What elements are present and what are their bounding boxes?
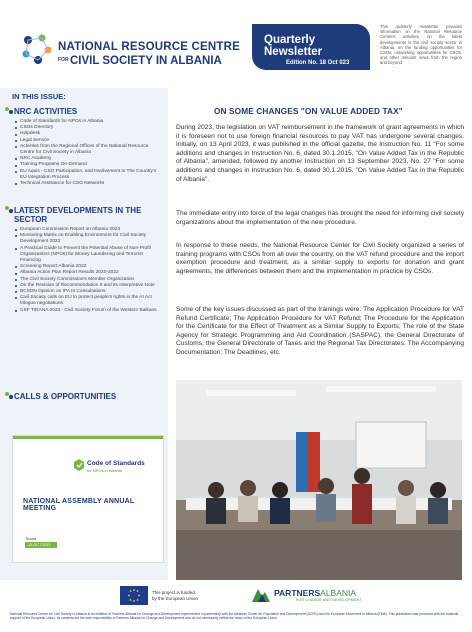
intro-text: This quarterly newsletter provides information on the National Resource Centre's activities, on the latest developments in the civil society sector in Albania, on the funding opportunities for CSOs, networking opportunities for CSOs, and other relevant news from the region and beyond.: [380, 24, 462, 66]
nrc-activity-link[interactable]: Code of Standards for NPOs in Albania: [14, 119, 164, 125]
event-date-badge: 12.OCT.2023: [25, 542, 57, 548]
partners-albania-name: PARTNERSALBANIA: [274, 588, 357, 598]
latest-development-link[interactable]: A Practical Guide to Prevent the Potential Abuse of Non-Profit Organizations (NPOs) for Money Laundering and Terrorist Financing: [14, 246, 164, 265]
training-photo: [176, 380, 462, 580]
nrc-activity-link[interactable]: Technical Assistance for CSO Networks: [14, 181, 164, 187]
funding-disclaimer: National Resource Centre for Civil Society in Albania is an initiative of Partners Albania for Change and Development implemented in partnership with the Albanian Center for Population and Development (ACPD) and the European Movement in Albania (EMA). This publication was produced with the financial support of the European Union. Its contents are the sole responsibility of Partners Albania for Change and Development and do not necessarily reflect the views of the European Union.: [10, 612, 459, 621]
nrc-activity-link[interactable]: Activities from the Regional Offices of the National Resource Centre for Civil Society in Albania: [14, 144, 164, 156]
calls-opportunities-heading: CALLS & OPPORTUNITIES: [14, 392, 117, 401]
newsletter-title: Quarterly Newsletter: [264, 34, 323, 58]
article-paragraph: In response to these needs, the National Resource Center for Civil Society organized a series of training programs with CSOs from all over the country, on the VAT refund procedure and the import exemption procedure and treatment, as a similar supply to exports for donation and grant agreements, the differences between them and the implementation in practice by CSOs.: [176, 242, 464, 275]
latest-development-link[interactable]: Civil Society calls on EU to protect people's rights in the AI Act trilogue negotiations: [14, 295, 164, 307]
latest-developments-list: [14, 227, 164, 314]
latest-development-link[interactable]: European Commission Report on Albania 2023: [14, 227, 164, 233]
section-marker-icon: [4, 205, 14, 215]
assembly-event-card[interactable]: [12, 435, 164, 563]
nrc-activity-link[interactable]: CSOs Directory: [14, 125, 164, 131]
code-of-standards-logo-icon: [73, 458, 85, 472]
article-paragraph: The immediate entry into force of the legal changes has brought the need for informing civil society organizations about the implementation of the new procedure.: [176, 210, 464, 226]
section-marker-icon: [4, 106, 14, 116]
latest-development-link[interactable]: Albania Action Plan Report Results 2020-2022: [14, 270, 164, 276]
eu-flag-icon: [120, 586, 148, 605]
nrc-activity-link[interactable]: NRC Academy: [14, 156, 164, 162]
latest-development-link[interactable]: Screening Report Albania 2022: [14, 264, 164, 270]
eu-funding-text: This project is funded by the European Union: [152, 590, 199, 601]
article-title: ON SOME CHANGES "ON VALUE ADDED TAX": [214, 106, 403, 116]
training-room-illustration: [176, 380, 462, 580]
event-place: Tirana: [25, 536, 37, 541]
latest-development-link[interactable]: Monitoring Matrix on Enabling Environment for Civil Society Development 2022: [14, 233, 164, 245]
newsletter-footer: [0, 582, 472, 632]
edition-label: Edition No. 18 Oct 023: [286, 60, 350, 66]
card-accent-bar: [13, 436, 163, 439]
code-of-standards-logo: Code of Standards for NPOs in Albania: [87, 460, 145, 473]
partners-albania-logo-icon: [250, 586, 272, 604]
nrc-activity-link[interactable]: Training Programs On-Demand: [14, 162, 164, 168]
org-name: NATIONAL RESOURCE CENTRE FORCIVIL SOCIETY IN ALBANIA: [58, 41, 240, 67]
nrc-activities-heading: NRC ACTIVITIES: [14, 107, 78, 116]
section-marker-icon: [4, 391, 14, 401]
nrc-activities-list: [14, 119, 164, 187]
newsletter-header: [0, 0, 472, 84]
nrc-logo-icon: [18, 30, 54, 70]
newsletter-title-box: [252, 24, 370, 70]
latest-developments-heading: LATEST DEVELOPMENTS IN THE SECTOR: [14, 206, 142, 224]
latest-development-link[interactable]: BCSDN Opinion on IPA III Consultations: [14, 289, 164, 295]
nrc-activity-link[interactable]: Legal Service: [14, 138, 164, 144]
latest-development-link[interactable]: CSF TIRANA 2023 - Civil Society Forum of the Western Balkans: [14, 308, 164, 314]
in-this-issue-label: IN THIS ISSUE:: [12, 92, 66, 101]
nrc-activity-link[interactable]: Helpdesk: [14, 131, 164, 137]
nrc-activity-link[interactable]: EU Aquis - CSO Participation, and Involvement In The Country's EU Integration Process: [14, 169, 164, 181]
event-title: NATIONAL ASSEMBLY ANNUAL MEETING: [23, 498, 135, 512]
latest-development-link[interactable]: The Civil Society Commission's Member Organization: [14, 277, 164, 283]
article-paragraph: During 2023, the legislation on VAT reimbursement in the framework of grant agreements in which it is foreseen not to use foreign financial resources to pay VAT has undergone several changes. Initially, on 13 April 2023, it was published in the official gazette, the Instruction No. 11 "For some additions and changes in Instruction No. 6, dated 30.1.2015, "On Value Added Tax in the Republic of Albania", amended, followed by another Instruction on 13 September 2023, No. 27 "For some additions and changes in Instruction No. 6, dated 30.1.2015, "On Value Added Tax in the Republic of Albania".: [176, 124, 464, 183]
article-paragraph: Some of the key issues discussed as part of the trainings were: The Application Procedure for VAT Refund Certificate; The Application Procedure for VAT Refund; The Procedure for the Application for the Certificate for the Effect of Treatment as a Similar Supply to Exports; The role of the State Agency for Strategic Programming and Aid Coordination (SASPAC), the General Directorate of Customs, the General Directorate of Taxes and the Regional Tax Directorates; The Accompanying Documentation; The Deadlines, etc.: [176, 306, 464, 356]
partners-albania-tagline: FOR CHANGE AND DEVELOPMENT: [296, 598, 362, 602]
latest-development-link[interactable]: On the Revision of Recommendation 8 and its Interpretive Note: [14, 283, 164, 289]
